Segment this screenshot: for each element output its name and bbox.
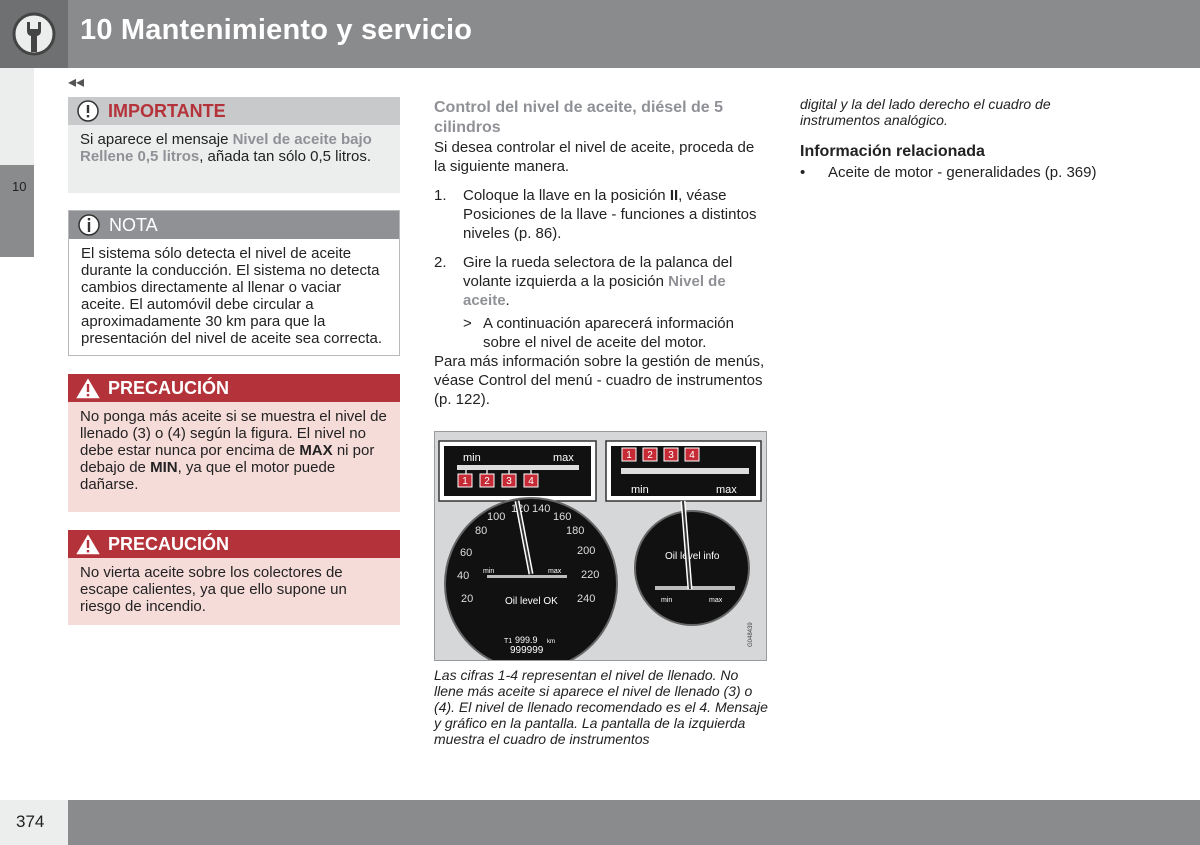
svg-text:160: 160 — [553, 511, 572, 523]
caution-title-2: PRECAUCIÓN — [108, 533, 230, 554]
note-header — [69, 211, 399, 239]
procedure-column — [434, 98, 770, 409]
svg-text:max: max — [709, 597, 723, 604]
svg-text:T1: T1 — [504, 638, 513, 645]
warning-triangle-icon — [74, 376, 102, 400]
warning-triangle-icon — [74, 532, 102, 556]
wrench-icon — [0, 0, 68, 68]
caution-box — [68, 374, 400, 512]
svg-text:20: 20 — [461, 593, 474, 605]
oil-level-illustration — [435, 432, 766, 660]
margin-strip — [0, 68, 34, 168]
odometer: 999999 — [510, 645, 544, 656]
right-callout-max: max — [716, 484, 737, 496]
caution-box-2 — [68, 530, 400, 625]
caution-text-2: No vierta aceite sobre los colectores de escape calientes, ya que ello supone un riesgo de incendio. — [80, 564, 347, 615]
right-callout-min: min — [631, 484, 649, 496]
previous-page-icon[interactable]: ◂◂ — [68, 74, 85, 91]
step-1: 1. Coloque la llave en la posición II, véase Posiciones de la llave - funciones a distintos niveles (p. 86). — [434, 187, 757, 242]
svg-text:2: 2 — [647, 450, 653, 461]
svg-text:max: max — [548, 568, 562, 575]
left-callout-max: max — [553, 452, 574, 464]
page-title: 10 Mantenimiento y servicio — [80, 14, 473, 46]
important-header — [68, 97, 400, 125]
figure-caption: Las cifras 1-4 representan el nivel de llenado. No llene más aceite si aparece el nivel de llenado (3) o (4). El nivel de llenado recomendado es el 4. Mensaje y gráfico en la pantalla. La pantalla de la izquierda muestra el cuadro de instrumentos — [434, 667, 768, 747]
level-4-label: 4 — [528, 476, 534, 487]
svg-text:220: 220 — [581, 569, 600, 581]
important-title: IMPORTANTE — [108, 100, 226, 121]
related-info-heading: Información relacionada — [800, 143, 985, 160]
note-box — [68, 210, 400, 356]
chapter-icon-box — [0, 0, 68, 68]
right-gauge — [635, 511, 749, 625]
footer-bar — [68, 800, 1200, 845]
left-callout-min: min — [463, 452, 481, 464]
important-text: Si aparece el mensaje Nivel de aceite bajo Rellene 0,5 litros, añada tan sólo 0,5 litros. — [80, 131, 372, 165]
level-1-label: 1 — [462, 476, 468, 487]
svg-text:40: 40 — [457, 570, 470, 582]
svg-text:min: min — [661, 597, 673, 604]
caption-continuation: digital y la del lado derecho el cuadro de instrumentos analógico. — [800, 96, 1051, 128]
menu-reference: Para más información sobre la gestión de menús, véase Control del menú - cuadro de instrumentos (p. 122). — [434, 353, 765, 408]
note-text: El sistema sólo detecta el nivel de aceite durante la conducción. El sistema no detecta cambios directamente al llenar o vaciar aceite. El automóvil debe circular a aproximadamente 30 km para que la presentación del nivel de aceite sea correcta. — [81, 245, 383, 347]
svg-text:km: km — [547, 639, 555, 645]
info-icon — [78, 214, 100, 236]
svg-text:140: 140 — [532, 503, 551, 515]
left-status-text: Oil level OK — [505, 596, 558, 607]
page-number: 374 — [16, 812, 45, 831]
important-box — [68, 97, 400, 193]
left-level-bar — [487, 575, 567, 578]
svg-text:120: 120 — [511, 503, 530, 515]
svg-text:80: 80 — [475, 525, 488, 537]
level-3-label: 3 — [506, 476, 512, 487]
svg-text:240: 240 — [577, 593, 596, 605]
section-heading: Control del nivel de aceite, diésel de 5 cilindros — [434, 99, 723, 136]
exclamation-icon — [77, 100, 99, 122]
svg-text:999.9: 999.9 — [515, 635, 538, 645]
level-2-label: 2 — [484, 476, 490, 487]
svg-text:1: 1 — [626, 450, 632, 461]
chapter-tab[interactable] — [0, 165, 34, 257]
related-info-link[interactable]: Aceite de motor - generalidades (p. 369) — [828, 164, 1097, 181]
right-status-text: Oil level info — [665, 551, 720, 562]
svg-text:180: 180 — [566, 525, 585, 537]
figure-code: G048439 — [748, 622, 754, 647]
caution-header-2 — [68, 530, 400, 558]
oil-level-figure — [434, 431, 767, 661]
svg-text:4: 4 — [689, 450, 695, 461]
section-intro: Si desea controlar el nivel de aceite, proceda de la siguiente manera. — [434, 139, 755, 175]
svg-text:60: 60 — [460, 547, 473, 559]
caution-text: No ponga más aceite si se muestra el nivel de llenado (3) o (4) según la figura. El nivel no debe estar nunca por encima de MAX ni por debajo de MIN, ya que el motor puede dañarse. — [80, 408, 387, 493]
step-2: 2. Gire la rueda selectora de la palanca del volante izquierda a la posición Nivel de aceite. — [434, 254, 733, 309]
svg-text:3: 3 — [668, 450, 674, 461]
related-info-item[interactable]: • Aceite de motor - generalidades (p. 369) — [800, 164, 1097, 181]
caution-header — [68, 374, 400, 402]
svg-text:200: 200 — [577, 545, 596, 557]
svg-text:min: min — [483, 568, 495, 575]
right-level-bar — [655, 586, 735, 590]
step-result: > A continuación aparecerá información sobre el nivel de aceite del motor. — [463, 315, 734, 351]
svg-text:100: 100 — [487, 511, 506, 523]
caution-title: PRECAUCIÓN — [108, 377, 230, 398]
note-title: NOTA — [109, 214, 158, 235]
chapter-tab-label: 10 — [12, 179, 27, 194]
